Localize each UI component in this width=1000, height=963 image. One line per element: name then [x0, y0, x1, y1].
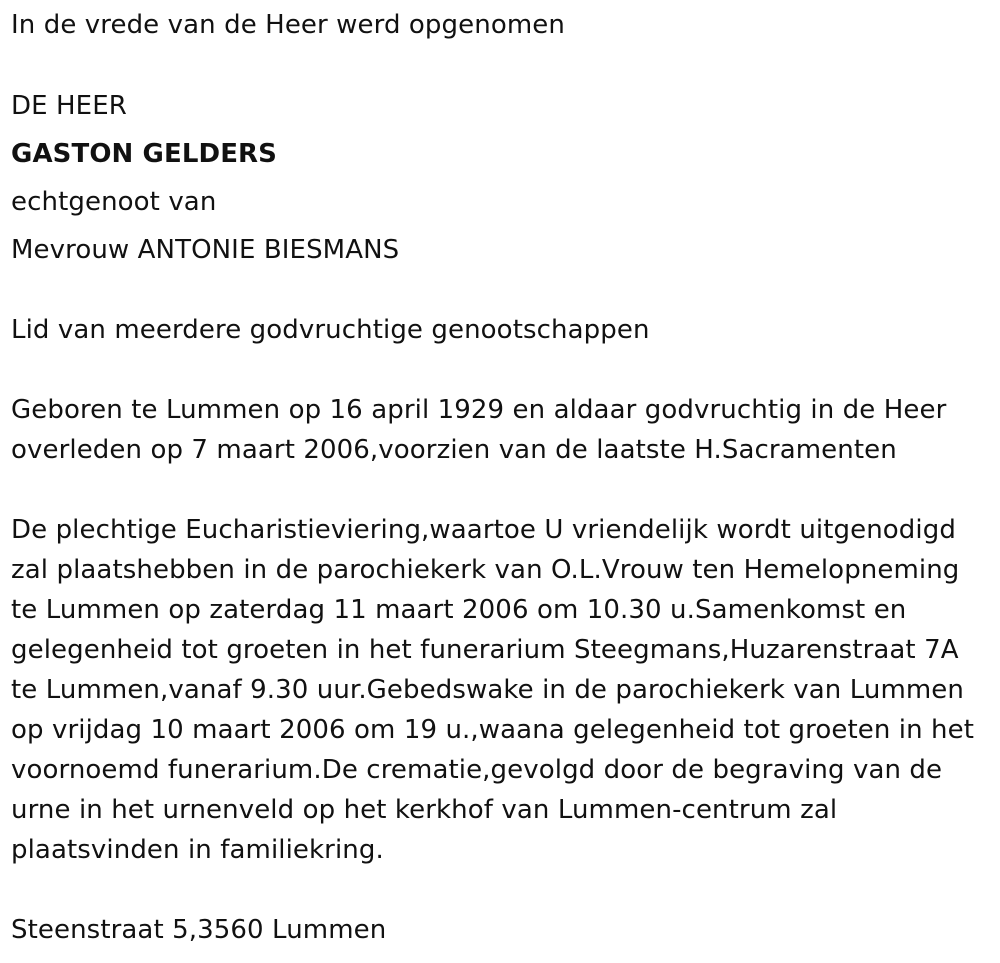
ceremony-line: plaatsvinden in familiekring. [11, 835, 384, 865]
birth-death-line: Geboren te Lummen op 16 april 1929 en aldaar godvruchtig in de Heer [11, 395, 947, 425]
ceremony-line: urne in het urnenveld op het kerkhof van Lummen-centrum zal [11, 795, 838, 825]
membership-line: Lid van meerdere godvruchtige genootschappen [11, 315, 650, 345]
ceremony-line: te Lummen,vanaf 9.30 uur.Gebedswake in de parochiekerk van Lummen [11, 675, 964, 705]
deceased-name: GASTON GELDERS [11, 139, 277, 169]
honorific: DE HEER [11, 91, 127, 121]
spouse-name: Mevrouw ANTONIE BIESMANS [11, 235, 400, 265]
birth-death-line: overleden op 7 maart 2006,voorzien van de laatste H.Sacramenten [11, 435, 897, 465]
relation-line: echtgenoot van [11, 187, 217, 217]
ceremony-line: voornoemd funerarium.De crematie,gevolgd door de begraving van de [11, 755, 943, 785]
ceremony-line: op vrijdag 10 maart 2006 om 19 u.,waana gelegenheid tot groeten in het [11, 715, 975, 745]
ceremony-line: zal plaatshebben in de parochiekerk van O.L.Vrouw ten Hemelopneming [11, 555, 960, 585]
ceremony-line: te Lummen op zaterdag 11 maart 2006 om 10.30 u.Samenkomst en [11, 595, 907, 625]
address-line: Steenstraat 5,3560 Lummen [11, 915, 387, 945]
ceremony-line: gelegenheid tot groeten in het funerarium Steegmans,Huzarenstraat 7A [11, 635, 959, 665]
ceremony-line: De plechtige Eucharistieviering,waartoe U vriendelijk wordt uitgenodigd [11, 515, 956, 545]
intro-line: In de vrede van de Heer werd opgenomen [11, 10, 565, 40]
